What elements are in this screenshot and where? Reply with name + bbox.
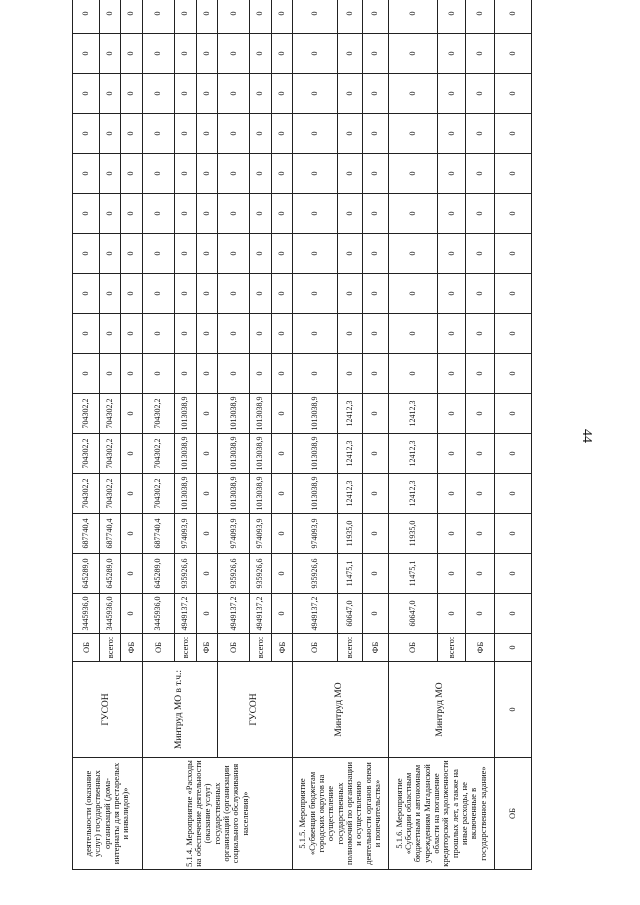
measure-description: деятельности (оказание услуг) государственных организаций (дома-интернаты для престарелых и инвалидов)» [73, 758, 143, 870]
value-cell: 0 [99, 354, 120, 394]
funding-source: ФБ [466, 634, 494, 662]
value-cell: 0 [196, 194, 217, 234]
rotated-page [72, 11, 532, 870]
value-cell: 0 [250, 194, 271, 234]
value-cell: 12412,3 [388, 474, 437, 514]
value-cell: 12412,3 [337, 474, 363, 514]
value-cell: 11935,0 [388, 514, 437, 554]
value-cell: 12412,3 [337, 434, 363, 474]
value-cell: 0 [175, 274, 196, 314]
value-cell: 0 [271, 0, 292, 34]
value-cell: 0 [466, 354, 494, 394]
value-cell: 4949137,2 [293, 594, 337, 634]
value-cell: 0 [494, 0, 531, 34]
value-cell: 0 [121, 0, 142, 34]
value-cell: 0 [293, 194, 337, 234]
value-cell: 0 [466, 474, 494, 514]
value-cell: 3445936,0 [73, 594, 100, 634]
value-cell: 0 [438, 0, 466, 34]
measure-description: 5.1.5. Мероприятие «Субвенции бюджетам городских округов на осуществление государственных полномочий по организации и осуществлению деятельности органов опеки и попечительства» [293, 758, 389, 870]
value-cell: 0 [438, 354, 466, 394]
funding-source: ФБ [363, 634, 389, 662]
value-cell: 0 [494, 34, 531, 74]
value-cell: 974093,9 [217, 514, 250, 554]
value-cell: 0 [388, 234, 437, 274]
value-cell: 0 [337, 34, 363, 74]
value-cell: 0 [388, 74, 437, 114]
value-cell: 0 [142, 194, 175, 234]
value-cell: 0 [363, 114, 389, 154]
value-cell: 704302,2 [99, 434, 120, 474]
responsible-executor: Минтруд МО [388, 662, 494, 758]
value-cell: 0 [494, 74, 531, 114]
funding-source: ОБ [494, 758, 531, 870]
value-cell: 0 [438, 34, 466, 74]
value-cell: 0 [250, 154, 271, 194]
value-cell: 0 [175, 74, 196, 114]
value-cell: 0 [337, 154, 363, 194]
value-cell: 0 [196, 434, 217, 474]
value-cell: 0 [217, 114, 250, 154]
value-cell: 0 [121, 234, 142, 274]
value-cell: 0 [73, 74, 100, 114]
value-cell: 11935,0 [337, 514, 363, 554]
value-cell: 0 [73, 114, 100, 154]
value-cell: 0 [121, 34, 142, 74]
value-cell: 0 [175, 234, 196, 274]
value-cell: 0 [271, 474, 292, 514]
value-cell: 0 [121, 154, 142, 194]
value-cell: 704302,2 [142, 434, 175, 474]
table-row [217, 0, 250, 870]
value-cell: 0 [99, 194, 120, 234]
value-cell: 0 [217, 194, 250, 234]
value-cell: 0 [293, 314, 337, 354]
value-cell: 0 [438, 114, 466, 154]
funding-source: ОБ [293, 634, 337, 662]
value-cell: 0 [388, 34, 437, 74]
value-cell: 0 [293, 154, 337, 194]
value-cell: 0 [438, 274, 466, 314]
value-cell: 0 [438, 474, 466, 514]
funding-source: всего: [337, 634, 363, 662]
value-cell: 0 [217, 234, 250, 274]
value-cell: 0 [466, 434, 494, 474]
value-cell: 4949137,2 [175, 594, 196, 634]
value-cell: 935926,6 [175, 554, 196, 594]
value-cell: 0 [293, 34, 337, 74]
value-cell: 0 [388, 274, 437, 314]
value-cell: 0 [388, 354, 437, 394]
value-cell: 0 [99, 34, 120, 74]
value-cell: 0 [99, 154, 120, 194]
value-cell: 1013038,9 [175, 474, 196, 514]
value-cell: 0 [217, 0, 250, 34]
value-cell: 12412,3 [337, 394, 363, 434]
responsible-executor: Минтруд МО в т.ч.: [142, 662, 217, 758]
value-cell: 0 [73, 34, 100, 74]
value-cell: 0 [494, 662, 531, 758]
value-cell: 704302,2 [73, 394, 100, 434]
value-cell: 0 [175, 0, 196, 34]
value-cell: 0 [196, 594, 217, 634]
value-cell: 11475,1 [337, 554, 363, 594]
value-cell: 0 [142, 274, 175, 314]
value-cell: 0 [293, 354, 337, 394]
value-cell: 704302,2 [99, 394, 120, 434]
value-cell: 0 [175, 34, 196, 74]
value-cell: 0 [217, 314, 250, 354]
value-cell: 0 [494, 274, 531, 314]
value-cell: 0 [217, 74, 250, 114]
value-cell: 0 [337, 74, 363, 114]
value-cell: 0 [250, 0, 271, 34]
value-cell: 0 [196, 474, 217, 514]
funding-source: ФБ [121, 634, 142, 662]
value-cell: 1013038,9 [217, 394, 250, 434]
value-cell: 1013038,9 [293, 434, 337, 474]
value-cell: 687740,4 [142, 514, 175, 554]
value-cell: 0 [196, 314, 217, 354]
value-cell: 0 [363, 354, 389, 394]
value-cell: 0 [99, 234, 120, 274]
value-cell: 1013038,9 [250, 394, 271, 434]
value-cell: 0 [271, 114, 292, 154]
value-cell: 0 [363, 34, 389, 74]
value-cell: 0 [142, 74, 175, 114]
value-cell: 3445936,0 [142, 594, 175, 634]
value-cell: 0 [271, 314, 292, 354]
value-cell: 0 [142, 354, 175, 394]
value-cell: 0 [121, 434, 142, 474]
value-cell: 0 [196, 274, 217, 314]
value-cell: 0 [466, 514, 494, 554]
value-cell: 0 [142, 34, 175, 74]
value-cell: 0 [466, 114, 494, 154]
value-cell: 0 [175, 354, 196, 394]
value-cell: 0 [196, 554, 217, 594]
value-cell: 0 [142, 234, 175, 274]
value-cell: 0 [99, 0, 120, 34]
value-cell: 0 [363, 234, 389, 274]
value-cell: 0 [271, 354, 292, 394]
value-cell: 0 [388, 194, 437, 234]
value-cell: 0 [337, 0, 363, 34]
value-cell: 0 [271, 514, 292, 554]
value-cell: 0 [363, 514, 389, 554]
funding-source: ФБ [196, 634, 217, 662]
value-cell: 0 [250, 274, 271, 314]
value-cell: 3445936,0 [99, 594, 120, 634]
value-cell: 0 [196, 0, 217, 34]
funding-source: ФБ [271, 634, 292, 662]
value-cell: 4949137,2 [250, 594, 271, 634]
value-cell: 0 [494, 314, 531, 354]
value-cell: 0 [466, 34, 494, 74]
value-cell: 0 [363, 274, 389, 314]
value-cell: 687740,4 [73, 514, 100, 554]
value-cell: 0 [217, 354, 250, 394]
value-cell: 0 [175, 194, 196, 234]
value-cell: 0 [99, 74, 120, 114]
value-cell: 11475,1 [388, 554, 437, 594]
value-cell: 0 [121, 594, 142, 634]
value-cell: 0 [250, 114, 271, 154]
value-cell: 0 [271, 74, 292, 114]
value-cell: 0 [250, 354, 271, 394]
value-cell: 0 [466, 594, 494, 634]
value-cell: 0 [73, 0, 100, 34]
table-row [494, 0, 531, 870]
value-cell: 0 [73, 314, 100, 354]
responsible-executor: ГУСОН [73, 662, 143, 758]
measure-description: 5.1.4. Мероприятие «Расходы на обеспечение деятельности (оказание услуг) государственных организаций (организации социального обслуживания населения)» [142, 758, 293, 870]
value-cell: 0 [438, 554, 466, 594]
value-cell: 0 [121, 514, 142, 554]
value-cell: 0 [438, 314, 466, 354]
value-cell: 0 [175, 314, 196, 354]
value-cell: 0 [271, 554, 292, 594]
value-cell: 0 [271, 154, 292, 194]
value-cell: 0 [494, 394, 531, 434]
value-cell: 0 [271, 594, 292, 634]
value-cell: 0 [494, 434, 531, 474]
table-row [73, 0, 100, 870]
value-cell: 0 [196, 394, 217, 434]
value-cell: 0 [73, 154, 100, 194]
value-cell: 645289,0 [73, 554, 100, 594]
value-cell: 0 [121, 114, 142, 154]
value-cell: 0 [293, 274, 337, 314]
value-cell: 704302,2 [99, 474, 120, 514]
value-cell: 0 [494, 634, 531, 662]
value-cell: 0 [466, 274, 494, 314]
value-cell: 0 [363, 194, 389, 234]
funding-source: всего: [175, 634, 196, 662]
value-cell: 0 [271, 34, 292, 74]
value-cell: 0 [99, 274, 120, 314]
value-cell: 0 [363, 74, 389, 114]
value-cell: 0 [121, 554, 142, 594]
value-cell: 1013038,9 [217, 434, 250, 474]
value-cell: 0 [494, 154, 531, 194]
funding-source: ОБ [73, 634, 100, 662]
value-cell: 0 [196, 514, 217, 554]
value-cell: 0 [363, 594, 389, 634]
value-cell: 0 [99, 114, 120, 154]
value-cell: 0 [293, 114, 337, 154]
value-cell: 4949137,2 [217, 594, 250, 634]
value-cell: 0 [494, 234, 531, 274]
value-cell: 0 [466, 314, 494, 354]
value-cell: 1013038,9 [250, 474, 271, 514]
value-cell: 935926,6 [217, 554, 250, 594]
value-cell: 0 [250, 314, 271, 354]
value-cell: 935926,6 [293, 554, 337, 594]
value-cell: 60647,0 [337, 594, 363, 634]
funding-source: ОБ [217, 634, 250, 662]
value-cell: 0 [494, 194, 531, 234]
value-cell: 704302,2 [142, 394, 175, 434]
funding-source: всего: [250, 634, 271, 662]
value-cell: 0 [142, 114, 175, 154]
value-cell: 0 [196, 234, 217, 274]
value-cell: 645289,0 [99, 554, 120, 594]
value-cell: 0 [121, 314, 142, 354]
value-cell: 0 [175, 154, 196, 194]
value-cell: 0 [388, 314, 437, 354]
table-row [388, 0, 437, 870]
value-cell: 12412,3 [388, 434, 437, 474]
value-cell: 0 [142, 0, 175, 34]
value-cell: 1013038,9 [175, 434, 196, 474]
value-cell: 0 [438, 194, 466, 234]
value-cell: 0 [196, 354, 217, 394]
value-cell: 974093,9 [175, 514, 196, 554]
value-cell: 0 [121, 194, 142, 234]
value-cell: 974093,9 [250, 514, 271, 554]
value-cell: 0 [196, 154, 217, 194]
table-row [293, 0, 337, 870]
value-cell: 0 [337, 114, 363, 154]
value-cell: 704302,2 [142, 474, 175, 514]
value-cell: 0 [438, 514, 466, 554]
value-cell: 0 [438, 394, 466, 434]
value-cell: 0 [250, 34, 271, 74]
value-cell: 0 [388, 114, 437, 154]
value-cell: 0 [363, 554, 389, 594]
value-cell: 0 [337, 314, 363, 354]
value-cell: 0 [217, 154, 250, 194]
table-row [142, 0, 175, 870]
funding-source: всего: [99, 634, 120, 662]
value-cell: 0 [466, 394, 494, 434]
value-cell: 0 [466, 554, 494, 594]
value-cell: 0 [73, 234, 100, 274]
value-cell: 0 [73, 274, 100, 314]
value-cell: 0 [196, 114, 217, 154]
value-cell: 0 [271, 394, 292, 434]
value-cell: 0 [363, 394, 389, 434]
budget-table [72, 0, 532, 870]
value-cell: 1013038,9 [217, 474, 250, 514]
value-cell: 0 [466, 234, 494, 274]
value-cell: 935926,6 [250, 554, 271, 594]
value-cell: 0 [271, 274, 292, 314]
value-cell: 0 [196, 34, 217, 74]
value-cell: 0 [466, 0, 494, 34]
responsible-executor: Минтруд МО [293, 662, 389, 758]
value-cell: 0 [217, 274, 250, 314]
responsible-executor: ГУСОН [217, 662, 292, 758]
value-cell: 0 [438, 594, 466, 634]
value-cell: 0 [466, 154, 494, 194]
value-cell: 0 [388, 154, 437, 194]
value-cell: 0 [466, 74, 494, 114]
value-cell: 0 [337, 194, 363, 234]
measure-description: 5.1.6. Мероприятие «Субсидии областным бюджетным и автономным учреждениям Магаданской области на погашение кредиторской задолженности прошлых лет, а также на иные расходы, не включенные в государственное задание» [388, 758, 494, 870]
value-cell: 704302,2 [73, 474, 100, 514]
value-cell: 0 [73, 354, 100, 394]
value-cell: 0 [494, 354, 531, 394]
value-cell: 0 [142, 314, 175, 354]
value-cell: 0 [466, 194, 494, 234]
value-cell: 0 [363, 0, 389, 34]
value-cell: 0 [121, 354, 142, 394]
value-cell: 12412,3 [388, 394, 437, 434]
value-cell: 60647,0 [388, 594, 437, 634]
value-cell: 0 [337, 234, 363, 274]
value-cell: 0 [438, 154, 466, 194]
value-cell: 1013038,9 [293, 474, 337, 514]
page-number: 44 [579, 429, 594, 443]
value-cell: 704302,2 [73, 434, 100, 474]
value-cell: 0 [142, 154, 175, 194]
value-cell: 0 [99, 314, 120, 354]
value-cell: 0 [175, 114, 196, 154]
value-cell: 0 [388, 0, 437, 34]
value-cell: 0 [363, 314, 389, 354]
value-cell: 0 [337, 354, 363, 394]
value-cell: 0 [293, 74, 337, 114]
value-cell: 1013038,9 [293, 394, 337, 434]
value-cell: 0 [250, 234, 271, 274]
value-cell: 0 [121, 74, 142, 114]
value-cell: 0 [293, 0, 337, 34]
value-cell: 0 [363, 474, 389, 514]
value-cell: 645289,0 [142, 554, 175, 594]
value-cell: 0 [494, 594, 531, 634]
value-cell: 0 [271, 234, 292, 274]
value-cell: 0 [363, 434, 389, 474]
table-body [73, 0, 532, 870]
value-cell: 687740,4 [99, 514, 120, 554]
value-cell: 0 [438, 234, 466, 274]
value-cell: 0 [494, 474, 531, 514]
value-cell: 0 [271, 434, 292, 474]
value-cell: 0 [250, 74, 271, 114]
value-cell: 0 [271, 194, 292, 234]
value-cell: 0 [121, 394, 142, 434]
value-cell: 0 [337, 274, 363, 314]
value-cell: 0 [196, 74, 217, 114]
value-cell: 0 [121, 474, 142, 514]
funding-source: всего: [438, 634, 466, 662]
value-cell: 974093,9 [293, 514, 337, 554]
value-cell: 1013038,9 [175, 394, 196, 434]
value-cell: 0 [293, 234, 337, 274]
funding-source: ОБ [142, 634, 175, 662]
value-cell: 1013038,9 [250, 434, 271, 474]
value-cell: 0 [494, 554, 531, 594]
value-cell: 0 [73, 194, 100, 234]
funding-source: ОБ [388, 634, 437, 662]
value-cell: 0 [217, 34, 250, 74]
value-cell: 0 [438, 434, 466, 474]
value-cell: 0 [121, 274, 142, 314]
value-cell: 0 [494, 114, 531, 154]
value-cell: 0 [494, 514, 531, 554]
value-cell: 0 [438, 74, 466, 114]
value-cell: 0 [363, 154, 389, 194]
